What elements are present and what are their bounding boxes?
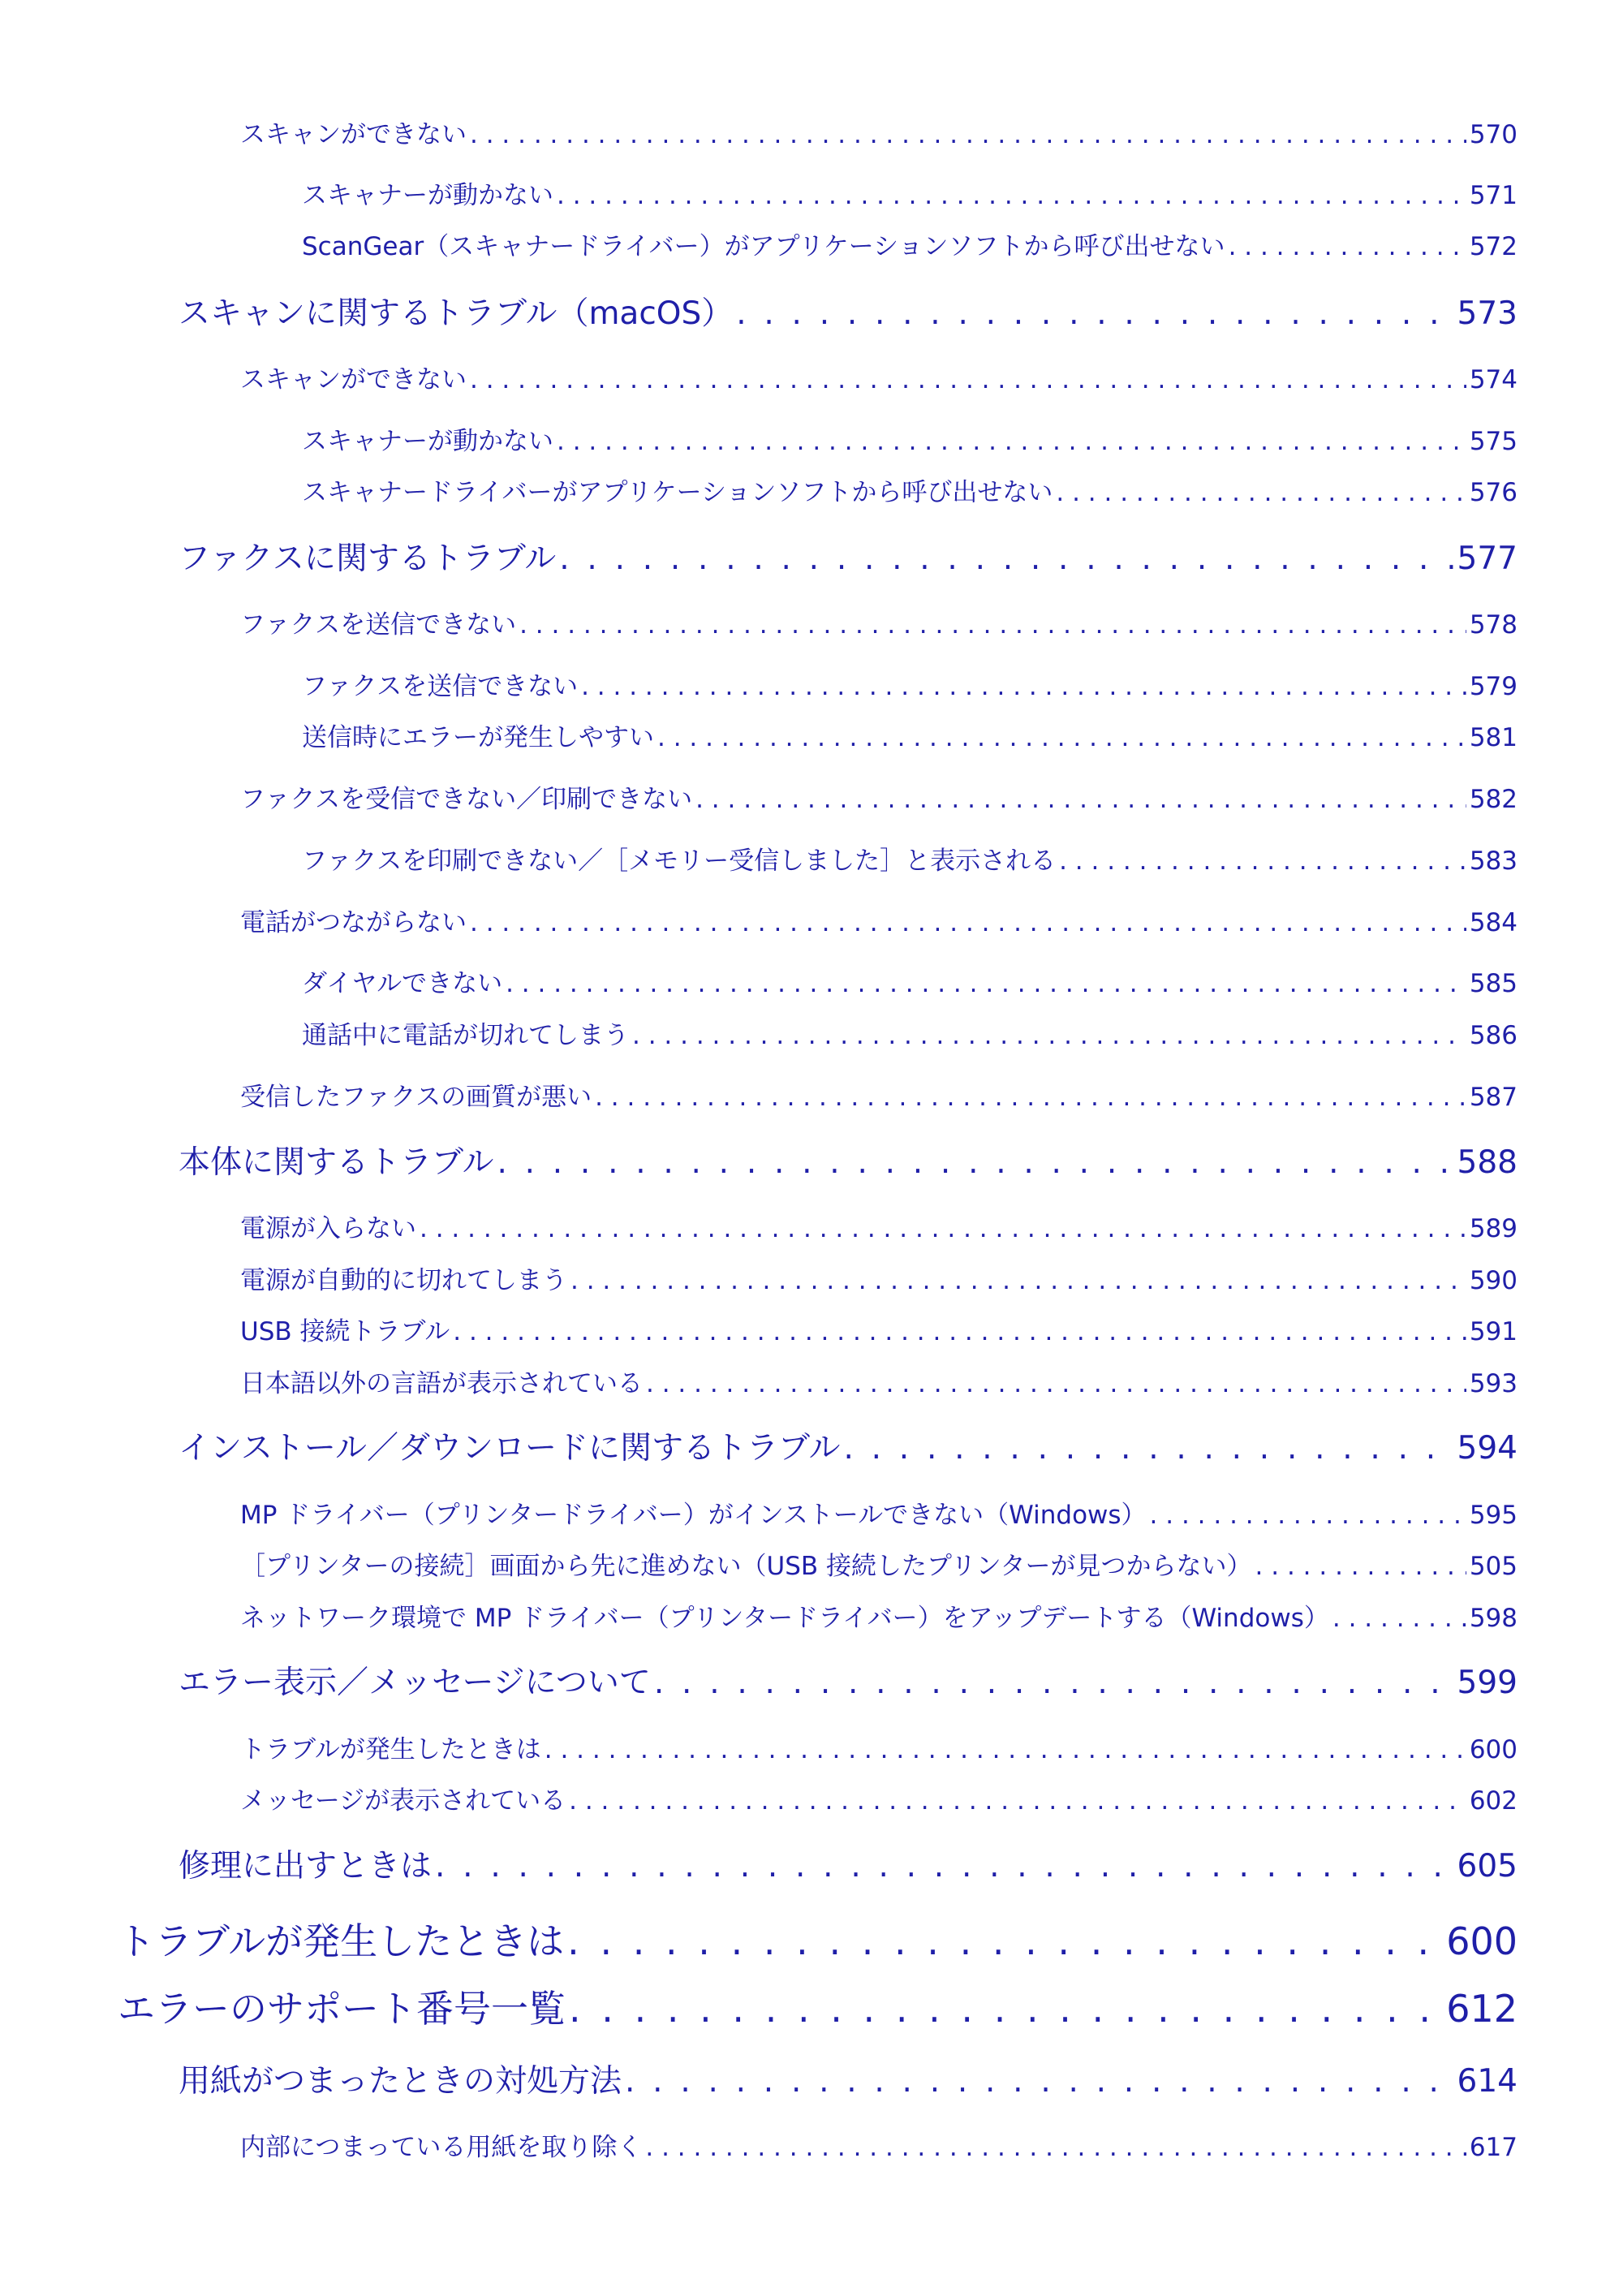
toc-entry-page: 579 [1469, 672, 1518, 701]
dot-leader [1150, 1501, 1466, 1531]
dot-leader [581, 672, 1466, 702]
toc-entry-title: 内部につまっている用紙を取り除く [240, 2133, 643, 2162]
dot-leader [435, 1848, 1454, 1886]
toc-entry-page: 593 [1469, 1369, 1518, 1398]
dot-leader [570, 1266, 1466, 1296]
toc-entry-title: エラーのサポート番号一覧 [118, 1987, 566, 2031]
toc-entry-page: 591 [1469, 1317, 1518, 1346]
toc-entry[interactable] [302, 723, 1518, 753]
toc-entry-title: ファクスを送信できない [302, 672, 579, 701]
dot-leader [625, 2063, 1454, 2101]
toc-entry-title: 受信したファクスの画質が悪い [240, 1083, 592, 1112]
toc-entry[interactable] [302, 672, 1518, 702]
toc-entry-title: 送信時にエラーが発生しやすい [302, 723, 654, 752]
toc-entry-title: スキャナーが動かない [302, 427, 553, 456]
toc-entry[interactable] [240, 1266, 1518, 1296]
dot-leader [657, 723, 1466, 753]
toc-entry-title: USB 接続トラブル [240, 1317, 450, 1346]
toc-entry[interactable] [240, 1369, 1518, 1399]
toc-entry[interactable] [240, 610, 1518, 640]
dot-leader [470, 908, 1466, 938]
toc-entry[interactable] [302, 232, 1518, 262]
toc-entry-title: スキャナードライバーがアプリケーションソフトから呼び出せない [302, 478, 1053, 507]
dot-leader [569, 1987, 1443, 2031]
toc-entry-page: 600 [1446, 1919, 1518, 1963]
dot-leader [646, 1369, 1466, 1399]
dot-leader [569, 1786, 1466, 1816]
dot-leader [632, 1021, 1466, 1051]
toc-entry-title: ファクスに関するトラブル [179, 541, 557, 577]
toc-entry-page: 505 [1469, 1552, 1518, 1581]
toc-entry[interactable] [240, 1552, 1518, 1582]
toc-entry-page: 572 [1469, 232, 1518, 261]
toc-entry-page: 600 [1469, 1735, 1518, 1764]
toc-entry-page: 583 [1469, 846, 1518, 876]
toc-entry-title: トラブルが発生したときは [118, 1919, 565, 1963]
dot-leader [420, 1214, 1466, 1244]
toc-entry[interactable] [240, 365, 1518, 395]
toc-entry[interactable] [240, 1501, 1518, 1531]
dot-leader [1255, 1552, 1466, 1582]
dot-leader [1229, 232, 1466, 262]
toc-entry[interactable] [240, 908, 1518, 938]
toc-entry[interactable] [118, 1987, 1518, 2031]
toc-entry[interactable] [302, 478, 1518, 508]
toc-entry-title: 電話がつながらない [240, 908, 467, 937]
toc-entry[interactable] [240, 1735, 1518, 1765]
toc-entry-title: ScanGear（スキャナードライバー）がアプリケーションソフトから呼び出せない [302, 232, 1225, 261]
toc-entry[interactable] [240, 1083, 1518, 1113]
dot-leader [497, 1144, 1453, 1182]
toc-entry[interactable] [240, 2133, 1518, 2163]
toc-entry[interactable] [302, 181, 1518, 211]
toc-entry-title: エラー表示／メッセージについて [179, 1665, 651, 1701]
dot-leader [519, 610, 1466, 640]
toc-entry-title: ネットワーク環境で MP ドライバー（プリンタードライバー）をアップデートする（Windows） [240, 1604, 1329, 1633]
dot-leader [559, 541, 1453, 579]
toc-entry-page: 585 [1469, 969, 1518, 998]
toc-entry-title: 修理に出すときは [179, 1848, 433, 1885]
toc-entry[interactable] [240, 1786, 1518, 1816]
toc-entry-page: 576 [1469, 478, 1518, 507]
toc-entry-title: スキャンができない [240, 120, 467, 149]
toc-entry[interactable] [240, 120, 1518, 150]
toc-entry-title: ファクスを送信できない [240, 610, 517, 640]
toc-entry-page: 617 [1469, 2133, 1518, 2162]
dot-leader [1332, 1604, 1466, 1634]
toc-entry-page: 612 [1446, 1987, 1518, 2031]
toc-entry-page: 578 [1469, 610, 1518, 640]
toc-entry-title: スキャンに関するトラブル（macOS） [179, 295, 734, 332]
toc-entry-page: 598 [1469, 1604, 1518, 1633]
toc-entry-title: スキャナーが動かない [302, 181, 553, 210]
toc-entry-page: 577 [1457, 541, 1518, 577]
toc-entry[interactable] [179, 541, 1518, 579]
toc-entry-title: 用紙がつまったときの対処方法 [179, 2063, 622, 2100]
toc-entry-page: 570 [1469, 120, 1518, 149]
toc-entry-page: 595 [1469, 1501, 1518, 1530]
toc-entry[interactable] [179, 1430, 1518, 1468]
dot-leader [736, 295, 1453, 334]
dot-leader [595, 1083, 1466, 1113]
dot-leader [470, 120, 1466, 150]
toc-entry-page: 599 [1457, 1665, 1518, 1701]
toc-entry-page: 605 [1457, 1848, 1518, 1885]
toc-entry-title: 電源が入らない [240, 1214, 416, 1243]
dot-leader [1059, 846, 1466, 877]
toc-entry[interactable] [240, 785, 1518, 815]
toc-entry-page: 573 [1457, 295, 1518, 332]
toc-entry-page: 582 [1469, 785, 1518, 814]
toc-entry[interactable] [302, 969, 1518, 999]
dot-leader [1056, 478, 1466, 508]
dot-leader [567, 1919, 1443, 1964]
toc-entry[interactable] [240, 1317, 1518, 1347]
toc-entry[interactable] [118, 1919, 1518, 1964]
toc-entry-title: ファクスを受信できない／印刷できない [240, 785, 693, 814]
dot-leader [557, 181, 1466, 211]
toc-entry[interactable] [179, 295, 1518, 334]
toc-entry[interactable] [240, 1604, 1518, 1634]
dot-leader [470, 365, 1466, 395]
toc-entry-page: 589 [1469, 1214, 1518, 1243]
toc-entry-title: 日本語以外の言語が表示されている [240, 1369, 643, 1398]
toc-entry-title: 通話中に電話が切れてしまう [302, 1021, 629, 1050]
toc-entry-title: ファクスを印刷できない／［メモリー受信しました］と表示される [302, 846, 1057, 876]
dot-leader [695, 785, 1466, 815]
toc-entry[interactable] [302, 1021, 1518, 1051]
toc-entry[interactable] [179, 1848, 1518, 1886]
dot-leader [654, 1665, 1454, 1703]
toc-entry[interactable] [302, 846, 1518, 877]
toc-entry[interactable] [302, 427, 1518, 457]
toc-entry-title: 電源が自動的に切れてしまう [240, 1266, 567, 1295]
toc-entry-page: 590 [1469, 1266, 1518, 1295]
toc-entry-title: 本体に関するトラブル [179, 1144, 494, 1181]
toc-entry[interactable] [240, 1214, 1518, 1244]
toc-entry-page: 588 [1457, 1144, 1518, 1181]
toc-entry-title: ダイヤルできない [302, 969, 503, 998]
dot-leader [844, 1430, 1454, 1468]
toc-entry[interactable] [179, 1665, 1518, 1703]
toc-entry-page: 594 [1457, 1430, 1518, 1467]
dot-leader [545, 1735, 1466, 1765]
dot-leader [645, 2133, 1466, 2163]
toc-entry-title: MP ドライバー（プリンタードライバー）がインストールできない（Windows） [240, 1501, 1147, 1530]
toc-entry-title: インストール／ダウンロードに関するトラブル [179, 1430, 841, 1467]
toc-entry[interactable] [179, 2063, 1518, 2101]
toc-entry-page: 586 [1469, 1021, 1518, 1050]
dot-leader [506, 969, 1466, 999]
toc-entry-title: メッセージが表示されている [240, 1786, 566, 1816]
toc-entry-page: 584 [1469, 908, 1518, 937]
toc-entry-page: 614 [1457, 2063, 1518, 2100]
dot-leader [557, 427, 1466, 457]
toc-entry-page: 571 [1469, 181, 1518, 210]
dot-leader [453, 1317, 1466, 1347]
toc-entry-page: 581 [1469, 723, 1518, 752]
toc-entry-page: 587 [1469, 1083, 1518, 1112]
toc-entry-title: スキャンができない [240, 365, 467, 394]
toc-entry-title: ［プリンターの接続］画面から先に進めない（USB 接続したプリンターが見つからない） [240, 1552, 1252, 1581]
toc-entry-page: 574 [1469, 365, 1518, 394]
toc-entry[interactable] [179, 1144, 1518, 1182]
toc-entry-title: トラブルが発生したときは [240, 1735, 541, 1764]
toc-entry-page: 602 [1469, 1786, 1518, 1816]
toc-entry-page: 575 [1469, 427, 1518, 456]
